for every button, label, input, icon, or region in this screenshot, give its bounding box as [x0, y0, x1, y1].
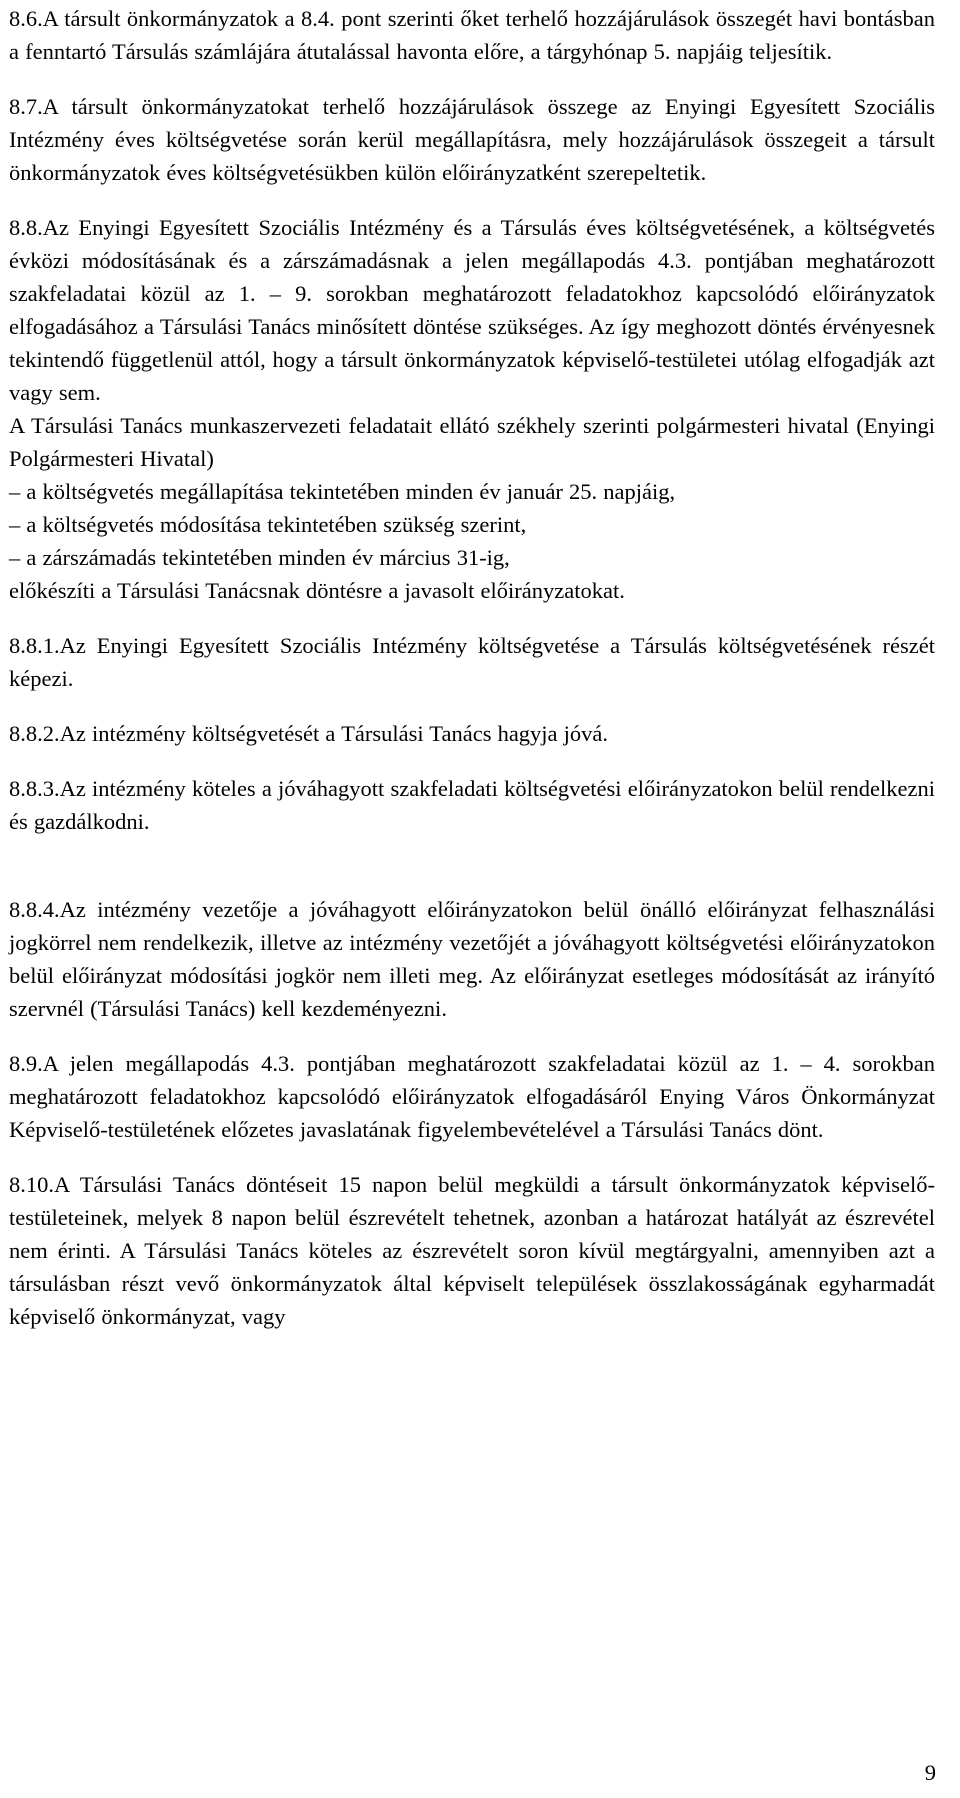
deadline-list-item: – a zárszámadás tekintetében minden év március 31-ig, — [9, 545, 510, 570]
paragraph-8-8-office: A Társulási Tanács munkaszervezeti feladatait ellátó székhely szerinti polgármesteri hivatal (Enyingi Polgármesteri Hivatal) — [9, 413, 935, 471]
document-page — [9, 2, 935, 1333]
paragraph-8-10: 8.10.A Társulási Tanács döntéseit 15 napon belül megküldi a társult önkormányzatok képviselő-testületeinek, melyek 8 napon belül észrevételt tehetnek, azonban a határozat hatályát az észrevétel nem érinti. A Társulási Tanács köteles az észrevételt soron kívül megtárgyalni, amennyiben azt a társulásban részt vevő önkormányzatok által képviselt települések összlakosságának egyharmadát képviselő önkormányzat, vagy — [9, 1172, 935, 1329]
paragraph-8-8-4: 8.8.4.Az intézmény vezetője a jóváhagyott előirányzatokon belül önálló előirányzat felhasználási jogkörrel nem rendelkezik, illetve az intézmény vezetőjét a jóváhagyott költségvetési előirányzatokon belül előirányzat módosítási jogkör nem illeti meg. Az előirányzat esetleges módosítását az irányító szervnél (Társulási Tanács) kell kezdeményezni. — [9, 897, 935, 1021]
paragraph-8-8-1: 8.8.1.Az Enyingi Egyesített Szociális Intézmény költségvetése a Társulás költségvetésének részét képezi. — [9, 633, 935, 691]
paragraph-8-7: 8.7.A társult önkormányzatokat terhelő hozzájárulások összege az Enyingi Egyesített Szociális Intézmény éves költségvetése során kerül megállapításra, mely hozzájárulások összegeit a társult önkormányzatok éves költségvetésükben külön előirányzatként szerepeltetik. — [9, 94, 935, 185]
deadline-list — [9, 475, 935, 574]
paragraph-8-6: 8.6.A társult önkormányzatok a 8.4. pont szerinti őket terhelő hozzájárulások összegét havi bontásban a fenntartó Társulás számlájára átutalással havonta előre, a tárgyhónap 5. napjáig teljesítik. — [9, 6, 935, 64]
paragraph-8-8-conclusion: előkészíti a Társulási Tanácsnak döntésre a javasolt előirányzatokat. — [9, 578, 625, 603]
paragraph-8-8: 8.8.Az Enyingi Egyesített Szociális Intézmény és a Társulás éves költségvetésének, a költségvetés évközi módosításának és a zárszámadásnak a jelen megállapodás 4.3. pontjában meghatározott szakfeladatai közül az 1. – 9. sorokban meghatározott feladatokhoz kapcsolódó előirányzatok elfogadásához a Társulási Tanács minősített döntése szükséges. Az így meghozott döntés érvényesnek tekintendő függetlenül attól, hogy a társult önkormányzatok képviselő-testületei utólag elfogadják azt vagy sem. — [9, 215, 935, 405]
paragraph-8-9: 8.9.A jelen megállapodás 4.3. pontjában meghatározott szakfeladatai közül az 1. – 4. sorokban meghatározott feladatokhoz kapcsolódó előirányzatok elfogadásáról Enying Város Önkormányzat Képviselő-testületének előzetes javaslatának figyelembevételével a Társulási Tanács dönt. — [9, 1051, 935, 1142]
deadline-list-item: – a költségvetés megállapítása tekintetében minden év január 25. napjáig, — [9, 479, 676, 504]
deadline-list-item: – a költségvetés módosítása tekintetében szükség szerint, — [9, 512, 527, 537]
page-number: 9 — [924, 1760, 936, 1785]
paragraph-8-8-3: 8.8.3.Az intézmény köteles a jóváhagyott szakfeladati költségvetési előirányzatokon belül rendelkezni és gazdálkodni. — [9, 776, 935, 834]
paragraph-8-8-2: 8.8.2.Az intézmény költségvetését a Társulási Tanács hagyja jóvá. — [9, 721, 609, 746]
